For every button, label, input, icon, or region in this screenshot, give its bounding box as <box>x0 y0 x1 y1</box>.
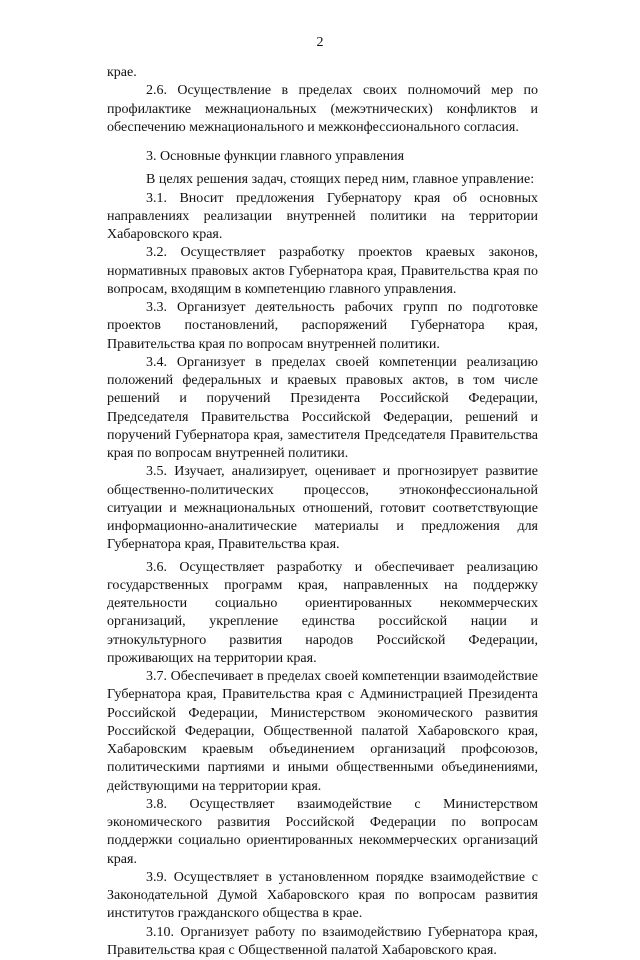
paragraph-3-2: 3.2. Осуществляет разработку проектов краевых законов, нормативных правовых актов Губернатора края, Правительства края по вопросам, входящим в компетенцию главного управления. <box>107 244 538 299</box>
paragraph-3-7: 3.7. Обеспечивает в пределах своей компетенции взаимодействие Губернатора края, Правительства края с Администрацией Президента Российской Федерации, Министерством экономического развития Российской Федерации, Общественной палатой Хабаровского края, Хабаровским краевым объединением организаций профсоюзов, политическими партиями и иными общественными объединениями, действующими на территории края. <box>107 668 538 796</box>
paragraph-2-6: 2.6. Осуществление в пределах своих полномочий мер по профилактике межнациональных (межэтнических) конфликтов и обеспечению межнационального и межконфессионального согласия. <box>107 82 538 137</box>
paragraph-3-4: 3.4. Организует в пределах своей компетенции реализацию положений федеральных и краевых правовых актов, в том числе решений и поручений Президента Российской Федерации, Председателя Правительства Российской Федерации, решений и поручений Губернатора края, заместителя Председателя Правительства края по вопросам внутренней политики. <box>107 354 538 464</box>
continuation-text: крае. <box>107 64 538 82</box>
paragraph-3-8: 3.8. Осуществляет взаимодействие с Министерством экономического развития Российской Федерации по вопросам поддержки социально ориентированных некоммерческих организаций края. <box>107 796 538 869</box>
page-number: 2 <box>0 34 640 52</box>
paragraph-3-9: 3.9. Осуществляет в установленном порядке взаимодействие с Законодательной Думой Хабаровского края по вопросам развития институтов гражданского общества в крае. <box>107 869 538 924</box>
paragraph-3-5: 3.5. Изучает, анализирует, оценивает и прогнозирует развитие общественно-политических процессов, этноконфессиональной ситуации и межнациональных отношений, готовит соответствующие информационно-аналитические материалы и предложения для Губернатора края, Правительства края. <box>107 463 538 554</box>
section-intro: В целях решения задач, стоящих перед ним, главное управление: <box>107 171 538 189</box>
paragraph-3-1: 3.1. Вносит предложения Губернатору края об основных направлениях реализации внутренней политики на территории Хабаровского края. <box>107 190 538 245</box>
paragraph-3-3: 3.3. Организует деятельность рабочих групп по подготовке проектов постановлений, распоряжений Губернатора края, Правительства края по вопросам внутренней политики. <box>107 299 538 354</box>
document-body <box>107 64 538 960</box>
paragraph-3-10: 3.10. Организует работу по взаимодействию Губернатора края, Правительства края с Общественной палатой Хабаровского края. <box>107 924 538 960</box>
section-heading: 3. Основные функции главного управления <box>107 148 538 166</box>
paragraph-3-6: 3.6. Осуществляет разработку и обеспечивает реализацию государственных программ края, направленных на поддержку деятельности социально ориентированных некоммерческих организаций, укрепление единства российской нации и этнокультурного развития народов Российской Федерации, проживающих на территории края. <box>107 559 538 669</box>
